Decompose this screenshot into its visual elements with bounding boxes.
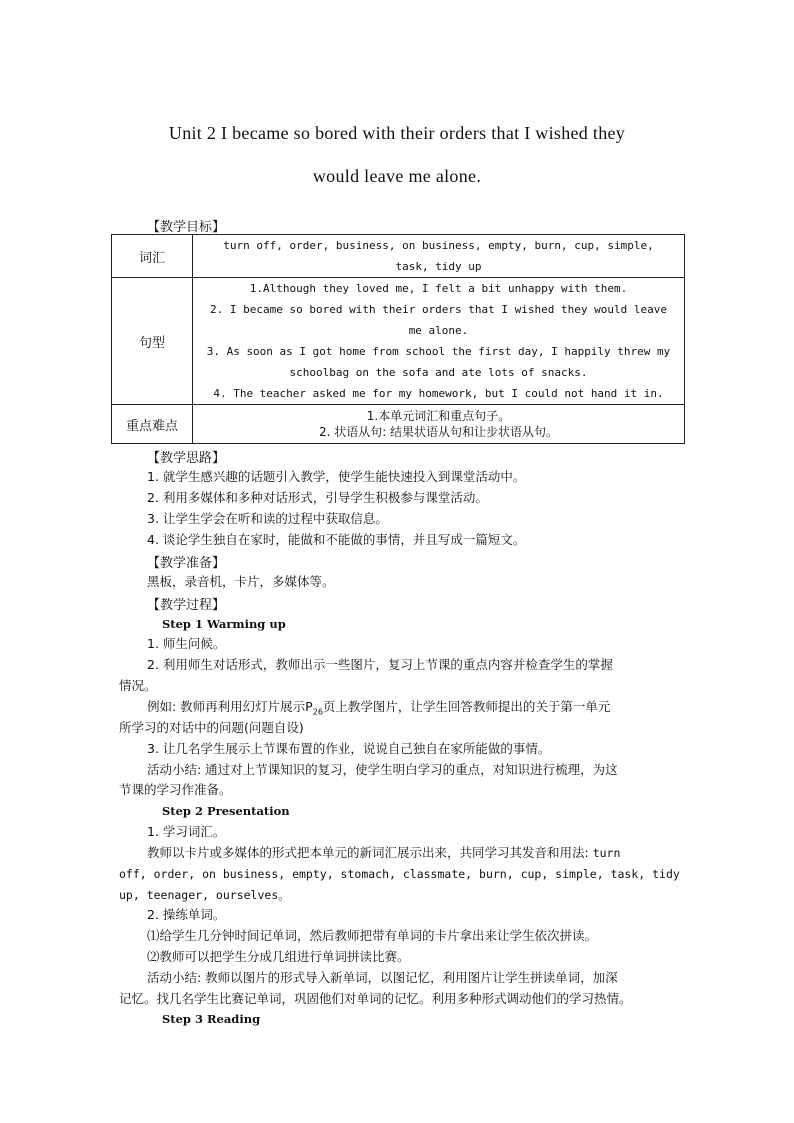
step-text: ⑴给学生几分钟时间记单词，然后教师把带有单词的卡片拿出来让学生依次拼读。: [147, 928, 598, 943]
page-subscript: 26: [312, 707, 323, 717]
row-content-vocab: [193, 235, 685, 278]
sentence-line: 3. As soon as I got home from school the first day, I happily threw my: [206, 345, 671, 358]
thinking-item: 4. 谈论学生独自在家时，能做和不能做的事情，并且写成一篇短文。: [147, 532, 526, 547]
step-title: Step 1 Warming up: [162, 617, 286, 631]
step-title: Step 3 Reading: [162, 1012, 261, 1026]
vocab-line: task, tidy up: [395, 260, 482, 273]
prep-text: 黑板，录音机，卡片，多媒体等。: [147, 574, 335, 589]
process-heading: 【教学过程】: [147, 598, 226, 613]
goals-table: [111, 234, 685, 444]
thinking-item: 3. 让学生学会在听和读的过程中获取信息。: [147, 511, 388, 526]
step-example: [147, 699, 610, 721]
step-text: 1. 学习词汇。: [147, 824, 226, 839]
thinking-item: 2. 利用多媒体和多种对话形式，引导学生积极参与课堂活动。: [147, 490, 488, 505]
sentence-line: 1.Although they loved me, I felt a bit unhappy with them.: [249, 282, 628, 295]
step-text: 2. 利用师生对话形式，教师出示一些图片，复习上节课的重点内容并检查学生的掌握: [147, 657, 613, 672]
step-text: 情况。: [119, 678, 157, 693]
key-point-line: 1.本单元词汇和重点句子。: [366, 409, 511, 423]
step-text-en: turn: [592, 846, 621, 860]
step-text-cn: 教师以卡片或多媒体的形式把本单元的新词汇展示出来，共同学习其发音和用法:: [147, 845, 593, 860]
sentence-line: schoolbag on the sofa and ate lots of snacks.: [289, 366, 588, 379]
sentence-line: 2. I became so bored with their orders that I wished they would leave: [210, 303, 667, 316]
step-summary: 记忆。找几名学生比赛记单词，巩固他们对单词的记忆。利用多种形式调动他们的学习热情。: [119, 991, 632, 1006]
row-content-key-points: [193, 405, 685, 444]
sentence-line: 4. The teacher asked me for my homework, but I could not hand it in.: [213, 387, 664, 400]
goals-heading: 【教学目标】: [147, 220, 226, 235]
example-text: 页上教学图片，让学生回答教师提出的关于第一单元: [322, 699, 611, 714]
step-text: off, order, on business, empty, stomach, classmate, burn, cup, simple, task, tidy: [119, 867, 680, 881]
step-text: 2. 操练单词。: [147, 907, 226, 922]
row-label-vocab: 词汇: [112, 235, 193, 278]
step-summary: 活动小结: 通过对上节课知识的复习，使学生明白学习的重点，对知识进行梳理，为这: [147, 762, 618, 777]
step-text: 所学习的对话中的问题(问题自设): [119, 720, 304, 735]
row-content-sentences: [193, 278, 685, 405]
table-row: [112, 235, 685, 278]
vocab-line: turn off, order, business, on business, empty, burn, cup, simple,: [223, 239, 654, 252]
table-row: [112, 278, 685, 405]
thinking-heading: 【教学思路】: [147, 451, 226, 466]
step-text: up, teenager, ourselves。: [119, 888, 290, 902]
row-label-sentences: 句型: [112, 278, 193, 405]
step-text: [147, 845, 620, 861]
prep-heading: 【教学准备】: [147, 556, 226, 571]
example-text: 例如: 教师再利用幻灯片展示P: [147, 699, 313, 714]
step-summary: 节课的学习作准备。: [119, 782, 232, 797]
key-point-line: 2. 状语从句: 结果状语从句和让步状语从句。: [318, 425, 559, 439]
step-text: 3. 让几名学生展示上节课布置的作业，说说自己独自在家所能做的事情。: [147, 741, 551, 756]
table-row: [112, 405, 685, 444]
step-text: ⑵教师可以把学生分成几组进行单词拼读比赛。: [147, 949, 410, 964]
step-text: 1. 师生问候。: [147, 636, 226, 651]
sentence-line: me alone.: [408, 324, 469, 337]
step-title: Step 2 Presentation: [162, 804, 290, 818]
unit-title-line1: Unit 2 I became so bored with their orders that I wished they: [168, 123, 626, 143]
step-summary: 活动小结: 教师以图片的形式导入新单词，以图记忆，利用图片让学生拼读单词，加深: [147, 970, 618, 985]
row-label-key-points: 重点难点: [112, 405, 193, 444]
unit-title-line2: would leave me alone.: [312, 166, 482, 186]
thinking-item: 1. 就学生感兴趣的话题引入教学，使学生能快速投入到课堂活动中。: [147, 469, 526, 484]
